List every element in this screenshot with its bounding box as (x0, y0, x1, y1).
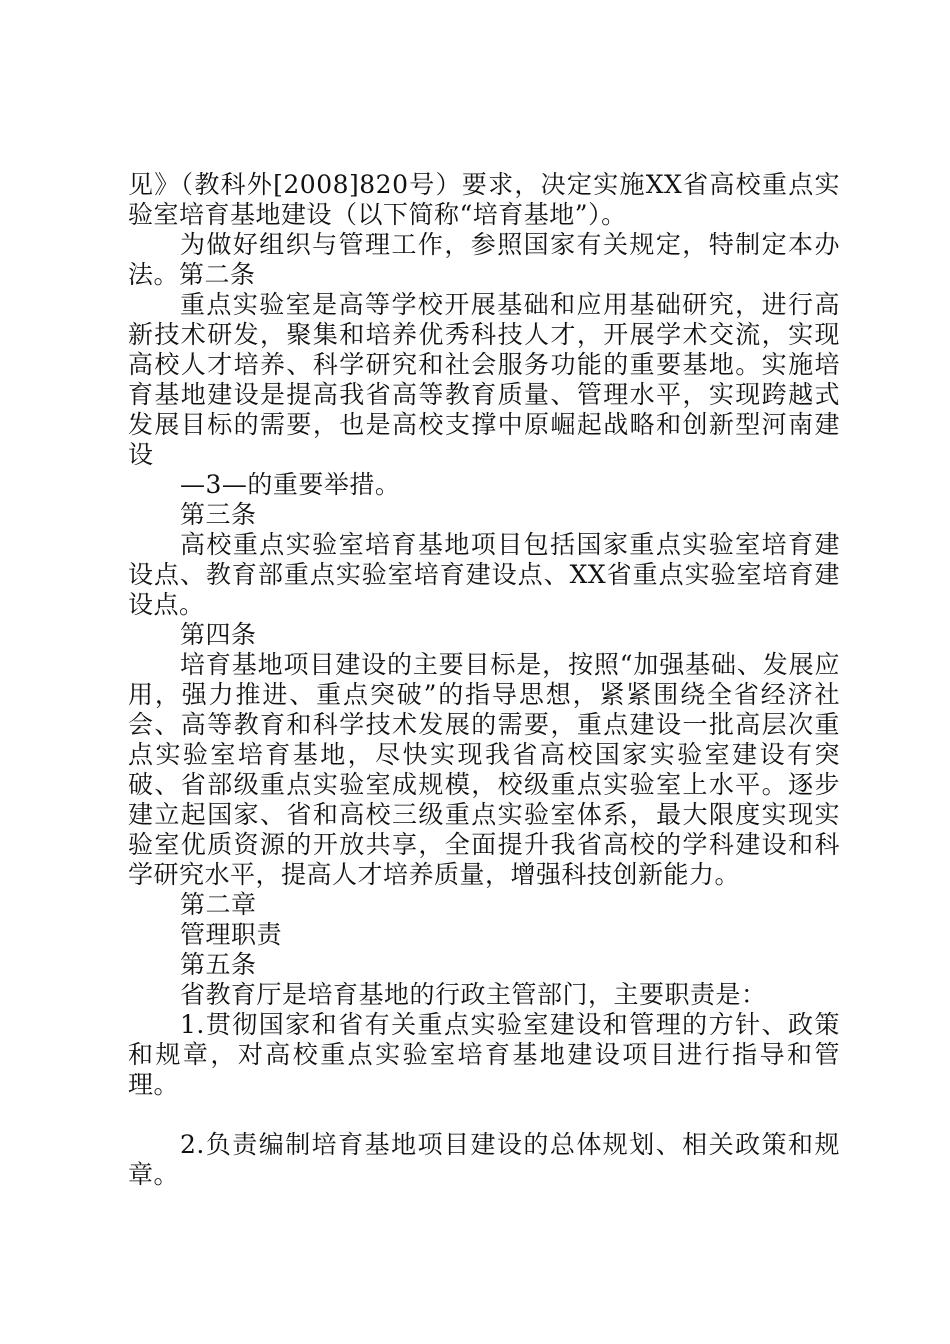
paragraph-duty-2: 2.负责编制培育基地项目建设的总体规划、相关政策和规章。 (128, 1130, 840, 1189)
heading-chapter-2: 第二章 (180, 890, 257, 919)
heading-article-5: 第五条 (180, 950, 257, 979)
paragraph-page-marker: —3—的重要举措。 (180, 470, 401, 499)
document-body (128, 170, 840, 1190)
heading-article-3: 第三条 (180, 500, 257, 529)
paragraph-article-2: 重点实验室是高等学校开展基础和应用基础研究，进行高新技术研发，聚集和培养优秀科技人才，开展学术交流，实现高校人才培养、科学研究和社会服务功能的重要基地。实施培育基地建设是提高我省高等教育质量、管理水平，实现跨越式发展目标的需要，也是高校支撑中原崛起战略和创新型河南建设 (128, 290, 840, 469)
heading-article-4: 第四条 (180, 620, 257, 649)
paragraph-duty-1: 1.贯彻国家和省有关重点实验室建设和管理的方针、政策和规章，对高校重点实验室培育基地建设项目进行指导和管理。 (128, 1010, 840, 1099)
paragraph-article-4: 培育基地项目建设的主要目标是，按照“加强基础、发展应用，强力推进、重点突破”的指导思想，紧紧围绕全省经济社会、高等教育和科学技术发展的需要，重点建设一批高层次重点实验室培育基地，尽快实现我省高校国家实验室建设有突破、省部级重点实验室成规模，校级重点实验室上水平。逐步建立起国家、省和高校三级重点实验室体系，最大限度实现实验室优质资源的开放共享，全面提升我省高校的学科建设和科学研究水平，提高人才培养质量，增强科技创新能力。 (128, 650, 840, 889)
heading-management-duties: 管理职责 (180, 920, 283, 949)
paragraph-article-3: 高校重点实验室培育基地项目包括国家重点实验室培育建设点、教育部重点实验室培育建设点、XX省重点实验室培育建设点。 (128, 530, 840, 619)
paragraph-opening: 见》（教科外[2008]820号）要求，决定实施XX省高校重点实验室培育基地建设（以下简称“培育基地”）。 (128, 170, 840, 229)
paragraph-article-5-intro: 省教育厅是培育基地的行政主管部门，主要职责是： (180, 980, 767, 1009)
blank-line (128, 1100, 840, 1130)
paragraph-purpose: 为做好组织与管理工作，参照国家有关规定，特制定本办法。第二条 (128, 230, 840, 289)
